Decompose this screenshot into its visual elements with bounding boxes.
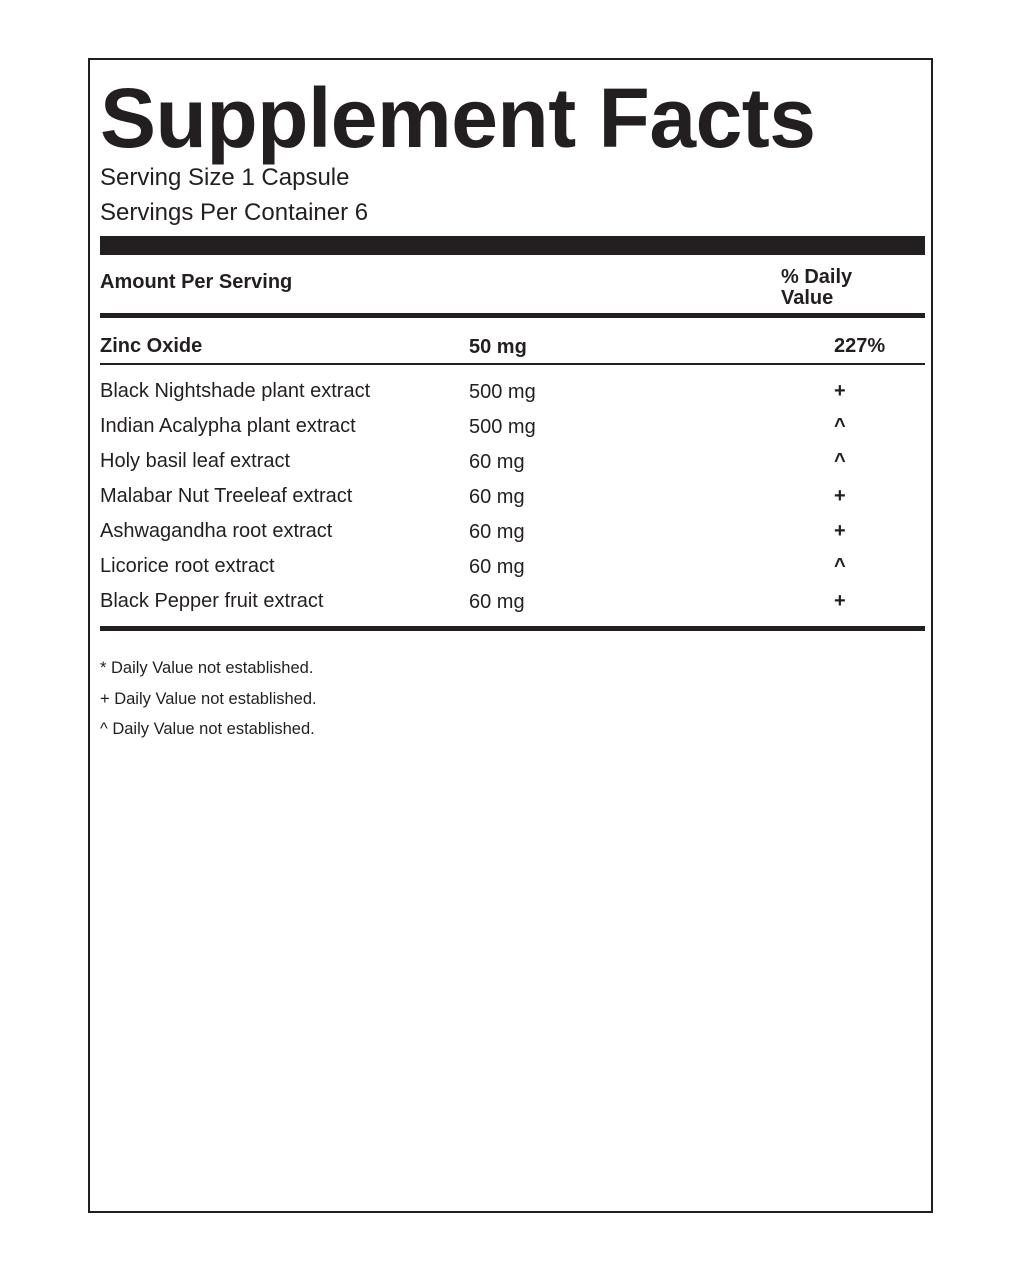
primary-ingredient-row	[100, 331, 925, 361]
ingredient-daily-value: +	[834, 520, 846, 542]
ingredient-row	[100, 376, 925, 406]
header-divider	[100, 313, 925, 318]
ingredient-daily-value: +	[834, 380, 846, 402]
ingredient-amount: 60 mg	[469, 451, 525, 473]
ingredient-name: Malabar Nut Treeleaf extract	[100, 485, 353, 507]
ingredient-amount: 50 mg	[469, 336, 527, 358]
ingredient-row	[100, 481, 925, 511]
ingredient-daily-value: ^	[834, 450, 846, 472]
ingredient-name: Indian Acalypha plant extract	[100, 415, 356, 437]
footnote: + Daily Value not established.	[100, 690, 317, 708]
ingredient-name: Ashwagandha root extract	[100, 520, 333, 542]
ingredient-name: Licorice root extract	[100, 555, 275, 577]
footnote: * Daily Value not established.	[100, 659, 314, 677]
ingredient-row	[100, 411, 925, 441]
ingredient-row	[100, 516, 925, 546]
ingredient-daily-value: ^	[834, 415, 846, 437]
ingredient-row	[100, 551, 925, 581]
ingredient-amount: 60 mg	[469, 486, 525, 508]
footnote: ^ Daily Value not established.	[100, 720, 315, 738]
serving-size: Serving Size 1 Capsule	[100, 164, 350, 191]
ingredient-amount: 60 mg	[469, 556, 525, 578]
thick-divider	[100, 236, 925, 255]
ingredient-name: Holy basil leaf extract	[100, 450, 291, 472]
ingredient-daily-value: +	[834, 590, 846, 612]
ingredient-daily-value: +	[834, 485, 846, 507]
ingredient-amount: 60 mg	[469, 521, 525, 543]
amount-per-serving-header: Amount Per Serving	[100, 271, 293, 293]
ingredient-daily-value: 227%	[834, 335, 886, 357]
ingredient-row	[100, 446, 925, 476]
ingredient-daily-value: ^	[834, 555, 846, 577]
ingredient-amount: 60 mg	[469, 591, 525, 613]
supplement-facts-panel	[88, 58, 933, 1213]
ingredient-name: Zinc Oxide	[100, 335, 203, 357]
bottom-divider	[100, 626, 925, 631]
thin-divider	[100, 363, 925, 365]
ingredient-amount: 500 mg	[469, 381, 536, 403]
servings-per-container: Servings Per Container 6	[100, 199, 369, 226]
ingredient-name: Black Pepper fruit extract	[100, 590, 324, 612]
ingredient-name: Black Nightshade plant extract	[100, 380, 371, 402]
ingredient-row	[100, 586, 925, 616]
daily-value-header: % Daily Value	[781, 266, 853, 309]
panel-title: Supplement Facts	[100, 71, 816, 165]
ingredient-amount: 500 mg	[469, 416, 536, 438]
